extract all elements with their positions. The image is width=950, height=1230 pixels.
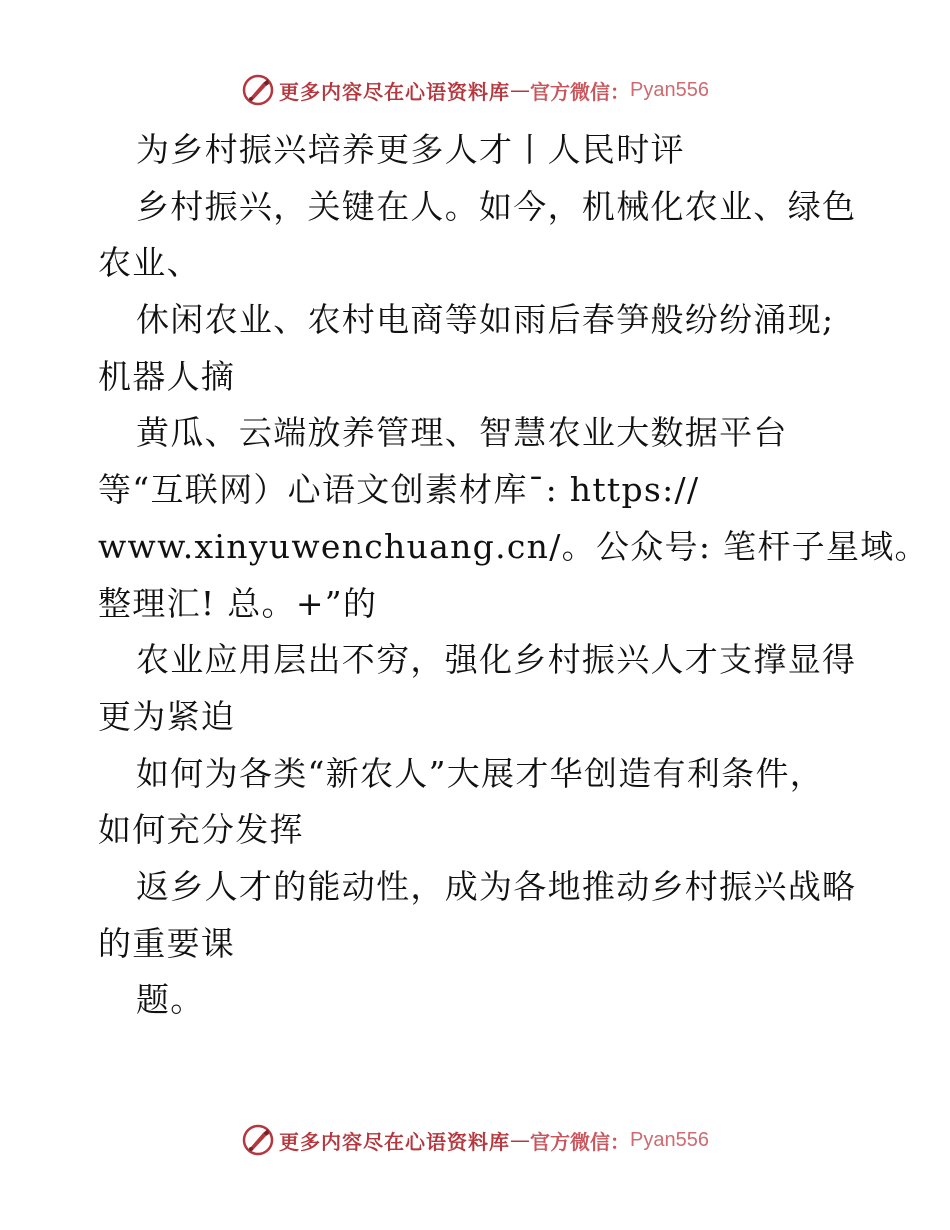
text-line: 的重要课 bbox=[98, 923, 236, 963]
pen-logo-icon bbox=[241, 1123, 275, 1157]
banner-wechat-id: Pyan556 bbox=[630, 78, 709, 101]
footer-watermark-banner bbox=[0, 1122, 950, 1158]
document-title: 为乡村振兴培养更多人才丨人民时评 bbox=[136, 130, 685, 169]
text-line: 返乡人才的能动性，成为各地推动乡村振兴战略 bbox=[136, 866, 857, 906]
banner-brand-text: 更多内容尽在心语资料库 bbox=[279, 1129, 511, 1154]
text-line: 如何充分发挥 bbox=[98, 810, 304, 850]
header-watermark-banner bbox=[0, 72, 950, 108]
text-line: 机器人摘 bbox=[98, 356, 236, 396]
text-line: 等“互联网）心语文创素材库¯: https:// bbox=[98, 470, 700, 510]
text-line: 整理汇! 总。+”的 bbox=[98, 583, 378, 623]
banner-separator: — bbox=[510, 1128, 531, 1152]
text-line: 黄瓜、云端放养管理、智慧农业大数据平台 bbox=[136, 413, 788, 453]
text-line: 休闲农业、农村电商等如雨后春笋般纷纷涌现; bbox=[136, 300, 835, 340]
text-line: 农业、 bbox=[98, 243, 201, 283]
document-body bbox=[98, 122, 929, 1029]
banner-separator: — bbox=[510, 78, 531, 102]
text-line: 乡村振兴，关键在人。如今，机械化农业、绿色 bbox=[136, 186, 857, 226]
text-line: 更为紧迫 bbox=[98, 696, 236, 736]
banner-brand-text: 更多内容尽在心语资料库 bbox=[279, 79, 511, 104]
banner-wechat-id: Pyan556 bbox=[630, 1128, 709, 1151]
banner-contact-label: 官方微信： bbox=[530, 79, 631, 104]
text-line: www.xinyuwenchuang.cn/。公众号: 笔杆子星域。 bbox=[98, 526, 929, 566]
text-line: 如何为各类“新农人”大展才华创造有利条件， bbox=[136, 753, 825, 793]
text-line: 农业应用层出不穷，强化乡村振兴人才支撑显得 bbox=[136, 640, 857, 680]
text-line: 题。 bbox=[136, 980, 205, 1020]
pen-logo-icon bbox=[241, 73, 275, 107]
banner-contact-label: 官方微信： bbox=[530, 1129, 631, 1154]
